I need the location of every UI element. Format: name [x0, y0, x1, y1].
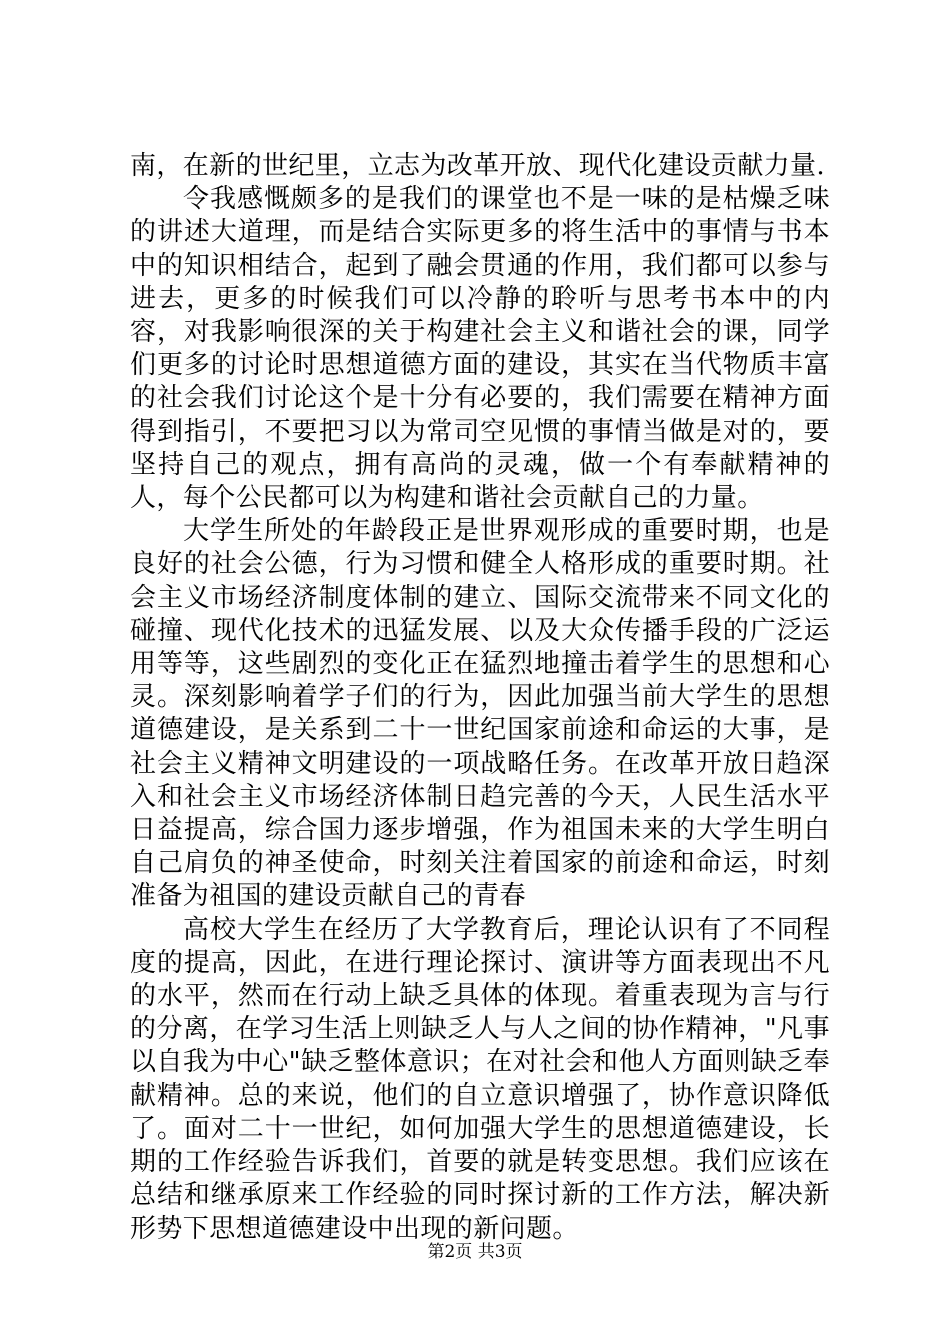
- paragraph-continuation: 南，在新的世纪里，立志为改革开放、现代化建设贡献力量.: [130, 151, 826, 181]
- paragraph-classroom: 令我感慨颇多的是我们的课堂也不是一味的是枯燥乏味的讲述大道理，而是结合实际更多的将生活中的事情与书本中的知识相结合，起到了融会贯通的作用，我们都可以参与进去，更多的时候我们可以冷静的聆听与思考书本中的内容，对我影响很深的关于构建社会主义和谐社会的课，同学们更多的讨论时思想道德方面的建设，其实在当代物质丰富的社会我们讨论这个是十分有必要的，我们需要在精神方面得到指引，不要把习以为常司空见惯的事情当做是对的，要坚持自己的观点，拥有高尚的灵魂，做一个有奉献精神的人，每个公民都可以为构建和谐社会贡献自己的力量。: [130, 184, 830, 514]
- paragraph-student-age: 大学生所处的年龄段正是世界观形成的重要时期，也是良好的社会公德，行为习惯和健全人格形成的重要时期。社会主义市场经济制度体制的建立、国际交流带来不同文化的碰撞、现代化技术的迅猛发展、以及大众传播手段的广泛运用等等，这些剧烈的变化正在猛烈地撞击着学生的思想和心灵。深刻影响着学子们的行为，因此加强当前大学生的思想道德建设，是关系到二十一世纪国家前途和命运的大事，是社会主义精神文明建设的一项战略任务。在改革开放日趋深入和社会主义市场经济体制日趋完善的今天，人民生活水平日益提高，综合国力逐步增强，作为祖国未来的大学生明白自己肩负的神圣使命，时刻关注着国家的前途和命运，时刻准备为祖国的建设贡献自己的青春: [130, 516, 830, 912]
- page-footer: [0, 1242, 950, 1262]
- page-number-label: 第2页 共3页: [427, 1242, 523, 1262]
- paragraph-university-students: 高校大学生在经历了大学教育后，理论认识有了不同程度的提高，因此，在进行理论探讨、演讲等方面表现出不凡的水平，然而在行动上缺乏具体的体现。着重表现为言与行的分离，在学习生活上则缺乏人与人之间的协作精神，"凡事以自我为中心"缺乏整体意识；在对社会和他人方面则缺乏奉献精神。总的来说，他们的自立意识增强了，协作意识降低了。面对二十一世纪，如何加强大学生的思想道德建设，长期的工作经验告诉我们，首要的就是转变思想。我们应该在总结和继承原来工作经验的同时探讨新的工作方法，解决新形势下思想道德建设中出现的新问题。: [130, 914, 830, 1244]
- document-body: [130, 150, 830, 1246]
